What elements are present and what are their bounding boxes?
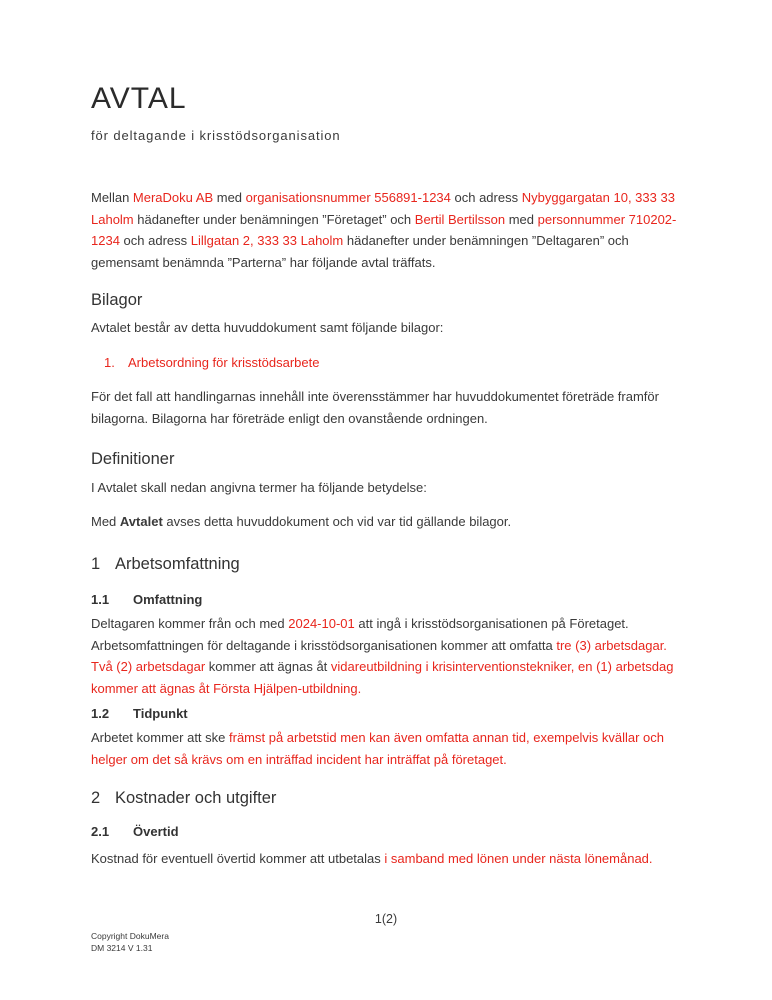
section-title: Omfattning: [133, 592, 203, 607]
text-run: personnummer 710202-1234: [91, 211, 677, 248]
paragraph-2-1: [91, 848, 686, 870]
bilagor-note: För det fall att handlingarnas innehåll inte överensstämmer har huvuddokumentet företräde framför bilagorna. Bilagorna har företräde enligt den ovanstående ordningen.: [91, 389, 659, 426]
text-run: Arbetet kommer att ske: [91, 730, 229, 745]
text-run: hädanefter under benämningen ”Företaget” och: [133, 211, 415, 227]
section-title: Kostnader och utgifter: [115, 789, 277, 807]
heading-section-2-1: [91, 824, 686, 840]
text-run: tre (3) arbetsdagar. Två (2) arbetsdagar: [91, 637, 667, 674]
section-number: 2: [91, 789, 101, 807]
heading-bilagor: Bilagor: [91, 291, 143, 309]
text-run: att ingå i krisstödsorganisationen på Företaget. Arbetsomfattningen för deltagande i krisstödsorganisationen kommer att omfatta: [91, 616, 629, 653]
text-run: Avtalet: [119, 514, 163, 529]
text-run: med: [505, 211, 538, 227]
text-run: MeraDoku AB: [132, 190, 214, 205]
document-subtitle: för deltagande i krisstödsorganisation: [91, 128, 341, 143]
text-run: med: [213, 190, 246, 205]
list-item-text: Arbetsordning för krisstödsarbete: [128, 355, 320, 370]
bilagor-list-item: [91, 352, 686, 374]
bilagor-lead: Avtalet består av detta huvuddokument samt följande bilagor:: [91, 320, 444, 335]
section-number: 1.1: [91, 592, 110, 607]
page-number: 1(2): [374, 912, 398, 926]
heading-section-2: [91, 789, 686, 809]
document-content: [91, 0, 686, 1000]
text-run: vidareutbildning i krisinterventionstekniker, en (1) arbetsdag kommer att ägnas åt Första Hjälpen-utbildning.: [91, 659, 674, 696]
section-title: Tidpunkt: [133, 706, 188, 721]
section-number: 1.2: [91, 706, 110, 721]
text-run: 2024-10-01: [288, 616, 355, 631]
list-item-number: 1.: [104, 355, 115, 370]
section-title: Övertid: [133, 824, 179, 839]
heading-section-1-2: [91, 706, 686, 722]
definitioner-lead: I Avtalet skall nedan angivna termer ha följande betydelse:: [91, 480, 427, 495]
text-run: Bertil Bertilsson: [414, 211, 506, 227]
text-run: kommer att ägnas åt: [205, 659, 331, 674]
document-title: AVTAL: [91, 82, 187, 115]
text-run: Deltagaren kommer från och med: [91, 616, 289, 631]
text-run: organisationsnummer 556891-1234: [245, 190, 451, 205]
heading-definitioner: Definitioner: [91, 450, 175, 468]
section-number: 1: [91, 555, 101, 573]
copyright-version: DM 3214 V 1.31: [91, 942, 153, 953]
paragraph-1-1: [91, 613, 686, 699]
text-run: Med: [91, 514, 120, 529]
text-run: Kostnad för eventuell övertid kommer att utbetalas: [91, 851, 385, 866]
section-title: Arbetsomfattning: [115, 555, 240, 573]
copyright-block: [91, 931, 169, 954]
text-run: Lillgatan 2, 333 33 Laholm: [190, 233, 344, 248]
definitioner-definition: [91, 511, 686, 533]
section-number: 2.1: [91, 824, 110, 839]
text-run: främst på arbetstid men kan även omfatta annan tid, exempelvis kvällar och helger om det så krävs om en inträffad incident har inträffat på företaget.: [91, 730, 664, 767]
text-run: i samband med lönen under nästa lönemånad.: [384, 851, 653, 866]
text-run: hädanefter under benämningen ”Deltagaren” och gemensamt benämnda ”Parterna” har följande avtal träffats.: [91, 233, 629, 270]
copyright-line: Copyright DokuMera: [91, 931, 169, 941]
text-run: avses detta huvuddokument och vid var tid gällande bilagor.: [162, 514, 512, 529]
text-run: och adress: [450, 190, 522, 205]
text-run: Nybyggargatan 10, 333 33 Laholm: [91, 190, 675, 227]
heading-section-1: [91, 555, 686, 575]
text-run: Mellan: [91, 190, 133, 205]
intro-paragraph: [91, 187, 686, 273]
text-run: och adress: [119, 233, 191, 248]
paragraph-1-2: [91, 727, 686, 770]
heading-section-1-1: [91, 592, 686, 608]
